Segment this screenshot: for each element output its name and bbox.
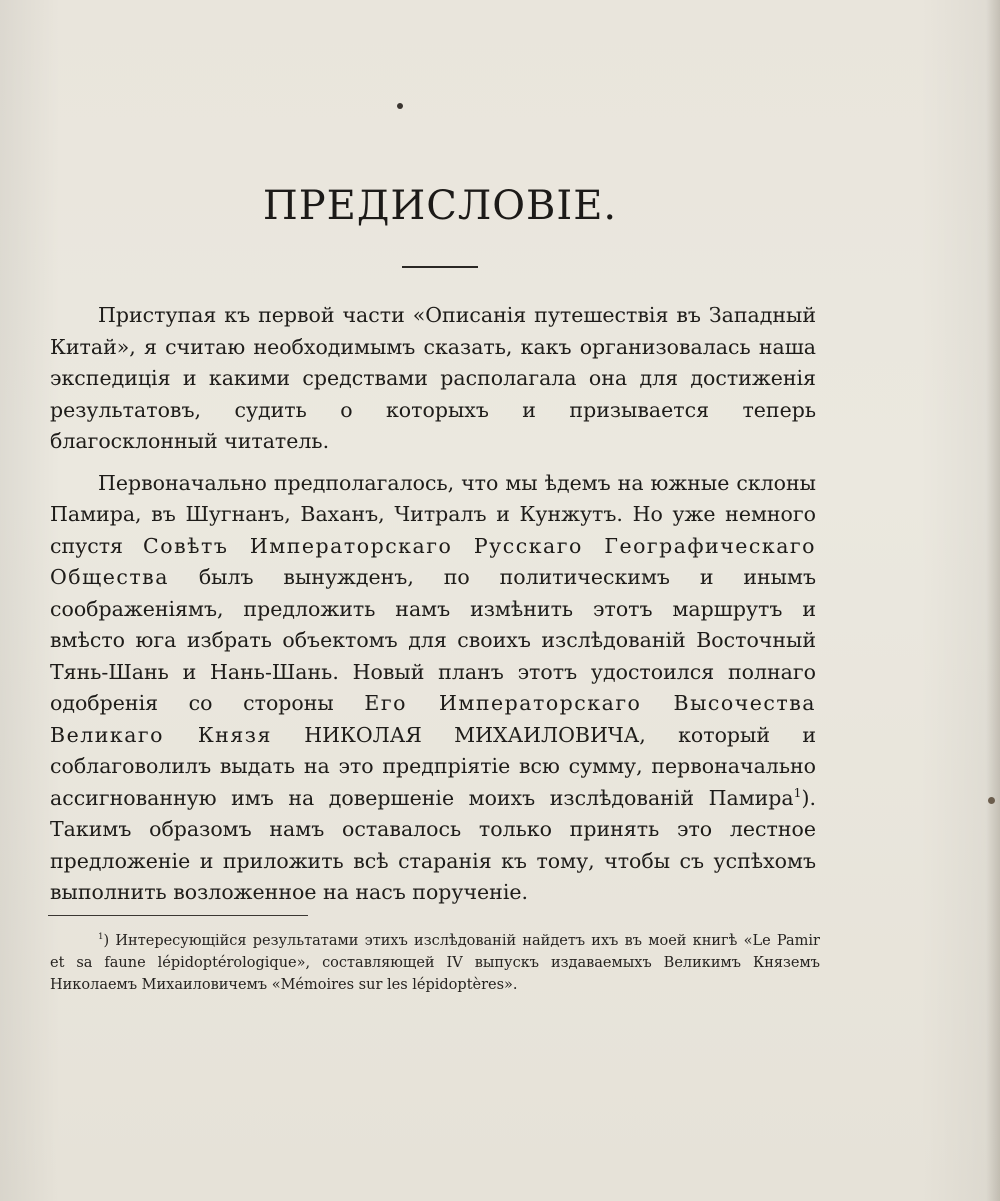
footnote-marker: 1 [793, 785, 802, 800]
paragraph-text: Первоначально предполагалось, что мы ѣдемъ на южные склоны Памира, въ Шугнанъ, Ваханъ, Читралъ и Кунжутъ. Но уже немного спустя [50, 470, 816, 558]
grand-duke-name: НИКОЛАЯ МИХАИЛОВИЧА [271, 722, 640, 747]
paragraph: Приступая къ первой части «Описанія путешествія въ Западный Китай», я считаю необходимымъ сказать, какъ организовалась наша экспедиція и какими средствами располагала она для достиженія результатовъ, судить о которыхъ и призывается теперь благосклонный читатель. [50, 303, 816, 453]
ink-speck [988, 797, 995, 804]
paragraph-text: былъ вынужденъ, по политическимъ и инымъ соображеніямъ, предложить намъ измѣнить этотъ маршрутъ и вмѣсто юга избрать объектомъ для своихъ изслѣдованій Восточный Тянь-Шань и Нань-Шань. Новый планъ этотъ удостоился полнаго одобренія со стороны [50, 565, 816, 715]
footnote-divider [48, 915, 308, 916]
footnote-number: 1 [98, 932, 104, 943]
paragraph-text: , который и соблаговолилъ выдать на это предпріятіе всю сумму, первоначально ассигнованную имъ на довершеніе моихъ изслѣдованій Памира [50, 722, 817, 810]
footnote-text: ) Интересующійся результатами этихъ изслѣдованій найдетъ ихъ въ моей книгѣ «Le Pamir et sa faune lépidoptérologique», составляющей IV выпускъ издаваемыхъ Великимъ Княземъ Николаемъ Михаиловичемъ «Mémoires sur les lépidoptères». [50, 933, 820, 993]
footnote [50, 930, 820, 996]
honorific: Его Императорскаго Высочества Великаго Князя [50, 691, 816, 747]
paragraph [50, 468, 816, 909]
page-edge-shadow [986, 0, 1000, 1201]
council-name: Совѣтъ Императорскаго Русскаго Географическаго Общества [50, 533, 817, 589]
ink-speck [397, 103, 403, 109]
page-title: ПРЕДИСЛОВІЕ. [262, 183, 618, 229]
paragraph-text: ). Такимъ образомъ намъ оставалось только принять это лестное предложеніе и приложить всѣ старанія къ тому, чтобы съ успѣхомъ выполнить возложенное на насъ порученіе. [50, 785, 816, 904]
title-divider [402, 266, 478, 268]
body-text [50, 300, 816, 919]
